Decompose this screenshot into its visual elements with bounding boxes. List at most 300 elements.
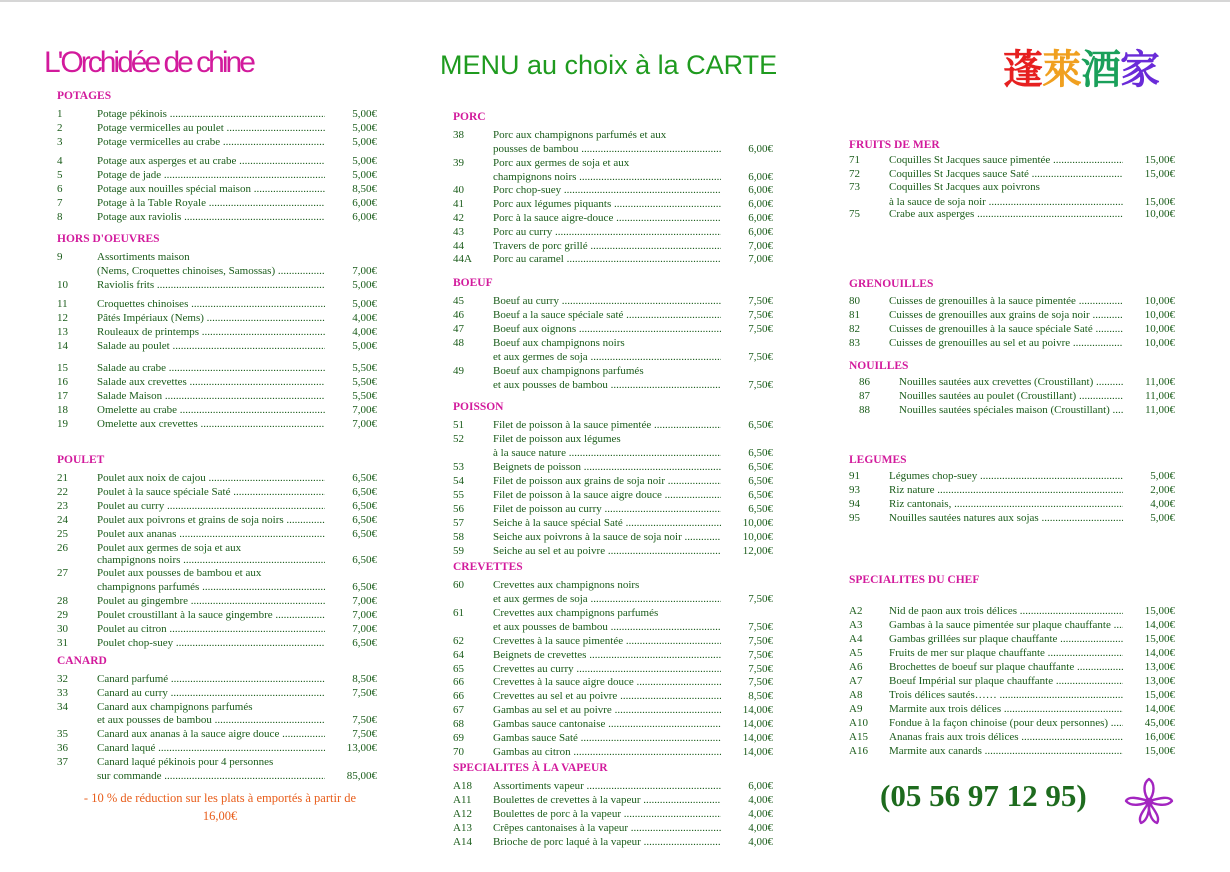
item-number: 88	[859, 404, 870, 416]
item-number: 68	[453, 718, 464, 730]
item-price: 6,50€	[352, 554, 377, 566]
item-name: et aux germes de soja .....	[493, 592, 721, 606]
item-price: 7,00€	[748, 253, 773, 265]
item-name: Légumes chop-suey .....	[889, 469, 1123, 483]
item-name: Canard laqué pékinois pour 4 personnes	[97, 756, 274, 768]
item-number: 87	[859, 390, 870, 402]
item-name: Nouilles sautées spéciales maison (Croustillant) .....	[899, 403, 1123, 417]
menu-item	[453, 336, 773, 350]
menu-item	[57, 417, 377, 431]
item-name: Boeuf Impérial sur plaque chauffante .....	[889, 674, 1123, 688]
menu-item	[453, 620, 773, 634]
item-number: 53	[453, 461, 464, 473]
item-name: Crevettes aux champignons parfumés	[493, 607, 659, 619]
item-price: 5,50€	[352, 390, 377, 402]
item-name: Porc aux germes de soja et aux	[493, 157, 630, 169]
item-number: 43	[453, 226, 464, 238]
item-price: 6,50€	[352, 486, 377, 498]
item-name: Salade au poulet .....	[97, 339, 325, 353]
menu-item	[849, 618, 1175, 632]
item-name: Canard aux ananas à la sauce aigre douce .....	[97, 727, 325, 741]
item-name: Coquilles St Jacques sauce Saté .....	[889, 167, 1123, 181]
item-name: Beignets de crevettes .....	[493, 648, 721, 662]
menu-item	[57, 769, 377, 783]
item-name: Omelette aux crevettes .....	[97, 417, 325, 431]
item-name: Boulettes de crevettes à la vapeur .....	[493, 793, 721, 807]
item-price: 5,00€	[1150, 512, 1175, 524]
item-number: 59	[453, 545, 464, 557]
item-number: 28	[57, 595, 68, 607]
item-name: Canard au curry .....	[97, 686, 325, 700]
item-price: 7,50€	[748, 635, 773, 647]
item-number: 21	[57, 472, 68, 484]
menu-item	[57, 168, 377, 182]
item-price: 13,00€	[346, 742, 377, 754]
item-number: 27	[57, 567, 68, 579]
section-title: SPECIALITES À LA VAPEUR	[453, 762, 608, 774]
item-number: 71	[849, 154, 860, 166]
menu-item	[849, 716, 1175, 730]
item-number: 91	[849, 470, 860, 482]
menu-item	[453, 675, 773, 689]
item-number: 26	[57, 542, 68, 554]
item-number: A5	[849, 647, 863, 659]
item-price: 6,00€	[748, 212, 773, 224]
item-name: Cuisses de grenouilles à la sauce spéciale Saté .....	[889, 322, 1123, 336]
item-price: 2,00€	[1150, 484, 1175, 496]
menu-item	[57, 297, 377, 311]
item-number: 25	[57, 528, 68, 540]
menu-item	[849, 511, 1175, 525]
item-number: 93	[849, 484, 860, 496]
menu-item	[453, 731, 773, 745]
menu-item	[849, 322, 1175, 336]
item-name: Travers de porc grillé .....	[493, 239, 721, 253]
item-price: 14,00€	[1144, 703, 1175, 715]
item-number: 49	[453, 365, 464, 377]
item-number: A15	[849, 731, 868, 743]
menu-item	[57, 741, 377, 755]
item-price: 6,50€	[748, 419, 773, 431]
item-price: 15,00€	[1144, 154, 1175, 166]
item-name: pousses de bambou .....	[493, 142, 721, 156]
item-number: 11	[57, 298, 68, 310]
item-number: A11	[453, 794, 472, 806]
item-number: 15	[57, 362, 68, 374]
menu-item	[453, 807, 773, 821]
item-name: Filet de poisson aux grains de soja noir .....	[493, 474, 721, 488]
item-number: 9	[57, 251, 63, 263]
menu-item	[57, 727, 377, 741]
item-name: Seiche au sel et au poivre .....	[493, 544, 721, 558]
item-price: 6,00€	[748, 780, 773, 792]
section-title: CANARD	[57, 655, 107, 667]
section-title: LEGUMES	[849, 454, 907, 466]
item-number: 61	[453, 607, 464, 619]
item-number: 82	[849, 323, 860, 335]
menu-item	[849, 294, 1175, 308]
item-name: Crevettes à la sauce pimentée .....	[493, 634, 721, 648]
menu-item	[57, 135, 377, 149]
item-price: 8,50€	[748, 690, 773, 702]
item-name: Canard parfumé .....	[97, 672, 325, 686]
item-number: 4	[57, 155, 63, 167]
item-name: Porc aux champignons parfumés et aux	[493, 129, 667, 141]
item-name: à la sauce nature .....	[493, 446, 721, 460]
menu-item	[57, 566, 377, 580]
item-name: et aux pousses de bambou .....	[493, 378, 721, 392]
menu-item	[849, 483, 1175, 497]
item-price: 6,50€	[748, 461, 773, 473]
menu-item	[453, 350, 773, 364]
item-number: 39	[453, 157, 464, 169]
item-name: Assortiments vapeur .....	[493, 779, 721, 793]
item-price: 15,00€	[1144, 633, 1175, 645]
item-name: Poulet aux pousses de bambou et aux	[97, 567, 262, 579]
menu-item	[859, 389, 1175, 403]
item-number: 80	[849, 295, 860, 307]
item-price: 5,00€	[352, 136, 377, 148]
item-name: Gambas grillées sur plaque chauffante .....	[889, 632, 1123, 646]
item-name: Potage aux nouilles spécial maison .....	[97, 182, 325, 196]
item-name: Potage aux asperges et au crabe .....	[97, 154, 325, 168]
item-number: 83	[849, 337, 860, 349]
item-number: A6	[849, 661, 863, 673]
item-number: 65	[453, 663, 464, 675]
item-price: 7,00€	[748, 240, 773, 252]
menu-item	[849, 688, 1175, 702]
item-name: Filet de poisson à la sauce pimentée .....	[493, 418, 721, 432]
menu-item	[57, 182, 377, 196]
item-name: Salade Maison .....	[97, 389, 325, 403]
item-price: 14,00€	[742, 732, 773, 744]
item-price: 10,00€	[1144, 295, 1175, 307]
item-number: 18	[57, 404, 68, 416]
item-number: 51	[453, 419, 464, 431]
item-price: 7,50€	[748, 649, 773, 661]
item-price: 4,00€	[748, 808, 773, 820]
item-number: 62	[453, 635, 464, 647]
item-name: Gambas à la sauce pimentée sur plaque chauffante .....	[889, 618, 1123, 632]
item-number: 44	[453, 240, 464, 252]
item-number: 36	[57, 742, 68, 754]
item-number: 6	[57, 183, 63, 195]
menu-item	[453, 578, 773, 592]
menu-item	[849, 180, 1175, 194]
item-name: Seiche aux poivrons à la sauce de soja noir .....	[493, 530, 721, 544]
menu-item	[57, 672, 377, 686]
item-number: 40	[453, 184, 464, 196]
item-number: A12	[453, 808, 472, 820]
menu-item	[849, 153, 1175, 167]
item-name: Poulet aux noix de cajou .....	[97, 471, 325, 485]
menu-item	[849, 674, 1175, 688]
item-price: 5,00€	[352, 169, 377, 181]
menu-item	[57, 389, 377, 403]
menu-item	[453, 294, 773, 308]
item-price: 5,00€	[352, 298, 377, 310]
item-number: 94	[849, 498, 860, 510]
item-number: 30	[57, 623, 68, 635]
item-name: Gambas au sel et au poivre .....	[493, 703, 721, 717]
menu-item	[453, 225, 773, 239]
item-name: Seiche à la sauce spécial Saté .....	[493, 516, 721, 530]
item-number: 47	[453, 323, 464, 335]
item-price: 13,00€	[1144, 675, 1175, 687]
item-price: 7,00€	[352, 404, 377, 416]
item-name: Omelette au crabe .....	[97, 403, 325, 417]
item-name: Nouilles sautées natures aux sojas .....	[889, 511, 1123, 525]
item-name: Potage pékinois .....	[97, 107, 325, 121]
item-price: 4,00€	[748, 822, 773, 834]
menu-item	[453, 128, 773, 142]
item-number: A4	[849, 633, 863, 645]
item-name: (Nems, Croquettes chinoises, Samossas) .....	[97, 264, 325, 278]
item-name: Poulet aux ananas .....	[97, 527, 325, 541]
menu-item	[453, 446, 773, 460]
item-name: Poulet aux germes de soja et aux	[97, 542, 242, 554]
item-name: Potage de jade .....	[97, 168, 325, 182]
item-number: 31	[57, 637, 68, 649]
item-name: Poulet au curry .....	[97, 499, 325, 513]
menu-item	[453, 689, 773, 703]
item-price: 6,50€	[352, 514, 377, 526]
item-name: Poulet au gingembre .....	[97, 594, 325, 608]
item-name: Boeuf a la sauce spéciale saté .....	[493, 308, 721, 322]
menu-item	[849, 469, 1175, 483]
item-name: et aux germes de soja .....	[493, 350, 721, 364]
menu-item	[453, 474, 773, 488]
item-number: 44A	[453, 253, 472, 265]
item-price: 6,50€	[352, 637, 377, 649]
item-price: 7,50€	[352, 687, 377, 699]
item-name: Poulet aux poivrons et grains de soja noirs .....	[97, 513, 325, 527]
item-price: 6,50€	[352, 528, 377, 540]
item-price: 5,50€	[352, 376, 377, 388]
menu-item	[453, 488, 773, 502]
item-number: 13	[57, 326, 68, 338]
top-border	[0, 0, 1230, 2]
item-number: 7	[57, 197, 63, 209]
menu-item	[453, 703, 773, 717]
promo-line: 16,00€	[202, 809, 238, 823]
item-price: 14,00€	[742, 704, 773, 716]
item-name: Trois délices sautés…… .....	[889, 688, 1123, 702]
item-number: 73	[849, 181, 860, 193]
item-name: Potage vermicelles au poulet .....	[97, 121, 325, 135]
menu-item	[57, 608, 377, 622]
menu-item	[57, 121, 377, 135]
item-price: 10,00€	[1144, 309, 1175, 321]
menu-item	[453, 717, 773, 731]
menu-item	[57, 755, 377, 769]
item-name: Porc à la sauce aigre-douce .....	[493, 211, 721, 225]
orchid-flower-icon	[1123, 777, 1175, 827]
item-price: 7,50€	[352, 714, 377, 726]
item-name: sur commande .....	[97, 769, 325, 783]
item-price: 6,50€	[352, 472, 377, 484]
item-number: 24	[57, 514, 68, 526]
item-number: A9	[849, 703, 863, 715]
menu-item	[453, 170, 773, 184]
item-price: 11,00€	[1145, 376, 1175, 388]
item-price: 6,00€	[748, 184, 773, 196]
item-price: 13,00€	[1144, 661, 1175, 673]
item-name: et aux pousses de bambou .....	[97, 713, 325, 727]
menu-item	[453, 460, 773, 474]
item-number: 69	[453, 732, 464, 744]
item-name: Fondue à la façon chinoise (pour deux personnes) .....	[889, 716, 1123, 730]
item-name: Gambas au citron .....	[493, 745, 721, 759]
item-number: 41	[453, 198, 464, 210]
item-number: 2	[57, 122, 63, 134]
item-name: Coquilles St Jacques sauce pimentée .....	[889, 153, 1123, 167]
item-price: 11,00€	[1145, 404, 1175, 416]
item-price: 6,00€	[748, 171, 773, 183]
item-price: 7,00€	[352, 595, 377, 607]
item-number: A10	[849, 717, 868, 729]
menu-item	[453, 779, 773, 793]
item-name: Cuisses de grenouilles au sel et au poivre .....	[889, 336, 1123, 350]
item-name: Boeuf aux oignons .....	[493, 322, 721, 336]
item-number: 29	[57, 609, 68, 621]
item-name: Croquettes chinoises .....	[97, 297, 325, 311]
item-price: 15,00€	[1144, 689, 1175, 701]
item-name: Nouilles sautées au poulet (Croustillant) .....	[899, 389, 1123, 403]
menu-item	[453, 530, 773, 544]
item-price: 7,00€	[352, 609, 377, 621]
item-name: Crevettes au sel et au poivre .....	[493, 689, 721, 703]
item-price: 5,00€	[352, 108, 377, 120]
item-price: 4,00€	[352, 326, 377, 338]
item-name: à la sauce de soja noir .....	[889, 195, 1123, 209]
item-name: Poulet à la sauce spéciale Saté .....	[97, 485, 325, 499]
menu-item	[57, 264, 377, 278]
chinese-char: 酒	[1081, 47, 1120, 93]
item-price: 10,00€	[742, 531, 773, 543]
item-number: 54	[453, 475, 464, 487]
item-name: Fruits de mer sur plaque chauffante .....	[889, 646, 1123, 660]
item-price: 10,00€	[1144, 337, 1175, 349]
restaurant-logo: L'Orchidée de chine	[44, 46, 253, 79]
item-number: A8	[849, 689, 863, 701]
item-price: 5,00€	[352, 279, 377, 291]
item-name: Rouleaux de printemps .....	[97, 325, 325, 339]
item-number: 33	[57, 687, 68, 699]
item-price: 7,50€	[748, 323, 773, 335]
item-number: A3	[849, 619, 863, 631]
item-number: 5	[57, 169, 63, 181]
item-price: 7,50€	[748, 379, 773, 391]
item-price: 7,00€	[352, 265, 377, 277]
item-price: 11,00€	[1145, 390, 1175, 402]
item-price: 15,00€	[1144, 745, 1175, 757]
item-number: 56	[453, 503, 464, 515]
item-price: 12,00€	[742, 545, 773, 557]
item-number: 3	[57, 136, 63, 148]
item-name: Nouilles sautées aux crevettes (Croustillant) .....	[899, 375, 1123, 389]
menu-item	[849, 730, 1175, 744]
menu-item	[453, 648, 773, 662]
item-number: 35	[57, 728, 68, 740]
menu-item	[849, 632, 1175, 646]
menu-item	[453, 544, 773, 558]
chinese-char: 萊	[1042, 47, 1081, 93]
menu-item	[453, 211, 773, 225]
item-price: 5,00€	[352, 340, 377, 352]
item-number: 8	[57, 211, 63, 223]
item-name: Filet de poisson aux légumes	[493, 433, 621, 445]
item-name: Crêpes cantonaises à la vapeur .....	[493, 821, 721, 835]
item-name: Gambas sauce cantonaise .....	[493, 717, 721, 731]
item-price: 4,00€	[748, 794, 773, 806]
item-price: 8,50€	[352, 673, 377, 685]
menu-item	[57, 553, 377, 567]
menu-item	[57, 485, 377, 499]
menu-item	[453, 156, 773, 170]
item-price: 10,00€	[1144, 208, 1175, 220]
menu-item	[453, 322, 773, 336]
takeaway-discount-note	[55, 789, 385, 825]
chinese-char: 蓬	[1003, 47, 1042, 93]
menu-item	[453, 502, 773, 516]
item-name: Canard laqué .....	[97, 741, 325, 755]
menu-item	[453, 662, 773, 676]
item-name: Poulet croustillant à la sauce gingembre .....	[97, 608, 325, 622]
menu-item	[453, 378, 773, 392]
menu-item	[453, 606, 773, 620]
item-price: 4,00€	[352, 312, 377, 324]
menu-item	[57, 278, 377, 292]
item-name: Filet de poisson au curry .....	[493, 502, 721, 516]
item-name: Poulet chop-suey .....	[97, 636, 325, 650]
item-name: Coquilles St Jacques aux poivrons	[889, 181, 1040, 193]
item-number: 60	[453, 579, 464, 591]
item-price: 8,50€	[352, 183, 377, 195]
item-name: Potage aux raviolis .....	[97, 210, 325, 224]
item-name: Ananas frais aux trois délices .....	[889, 730, 1123, 744]
menu-item	[453, 183, 773, 197]
item-number: 12	[57, 312, 68, 324]
promo-line: - 10 % de réduction sur les plats à emportés à partir de	[83, 791, 357, 805]
item-price: 10,00€	[1144, 323, 1175, 335]
item-number: 46	[453, 309, 464, 321]
menu-item	[849, 167, 1175, 181]
menu-item	[57, 196, 377, 210]
item-name: Boeuf au curry .....	[493, 294, 721, 308]
chinese-name	[1003, 38, 1159, 95]
item-number: 52	[453, 433, 464, 445]
item-name: Porc chop-suey .....	[493, 183, 721, 197]
item-name: Beignets de poisson .....	[493, 460, 721, 474]
chinese-char: 家	[1120, 47, 1159, 93]
menu-item	[57, 700, 377, 714]
item-price: 4,00€	[1150, 498, 1175, 510]
item-name: Raviolis frits .....	[97, 278, 325, 292]
item-price: 14,00€	[1144, 619, 1175, 631]
menu-item	[849, 497, 1175, 511]
item-name: Nid de paon aux trois délices .....	[889, 604, 1123, 618]
item-number: 81	[849, 309, 860, 321]
item-price: 6,00€	[352, 211, 377, 223]
menu-item	[57, 713, 377, 727]
item-price: 14,00€	[742, 718, 773, 730]
item-number: 17	[57, 390, 68, 402]
item-price: 45,00€	[1144, 717, 1175, 729]
item-name: Boeuf aux champignons parfumés	[493, 365, 644, 377]
item-name: Pâtés Impériaux (Nems) .....	[97, 311, 325, 325]
item-name: Porc au caramel .....	[493, 252, 721, 266]
